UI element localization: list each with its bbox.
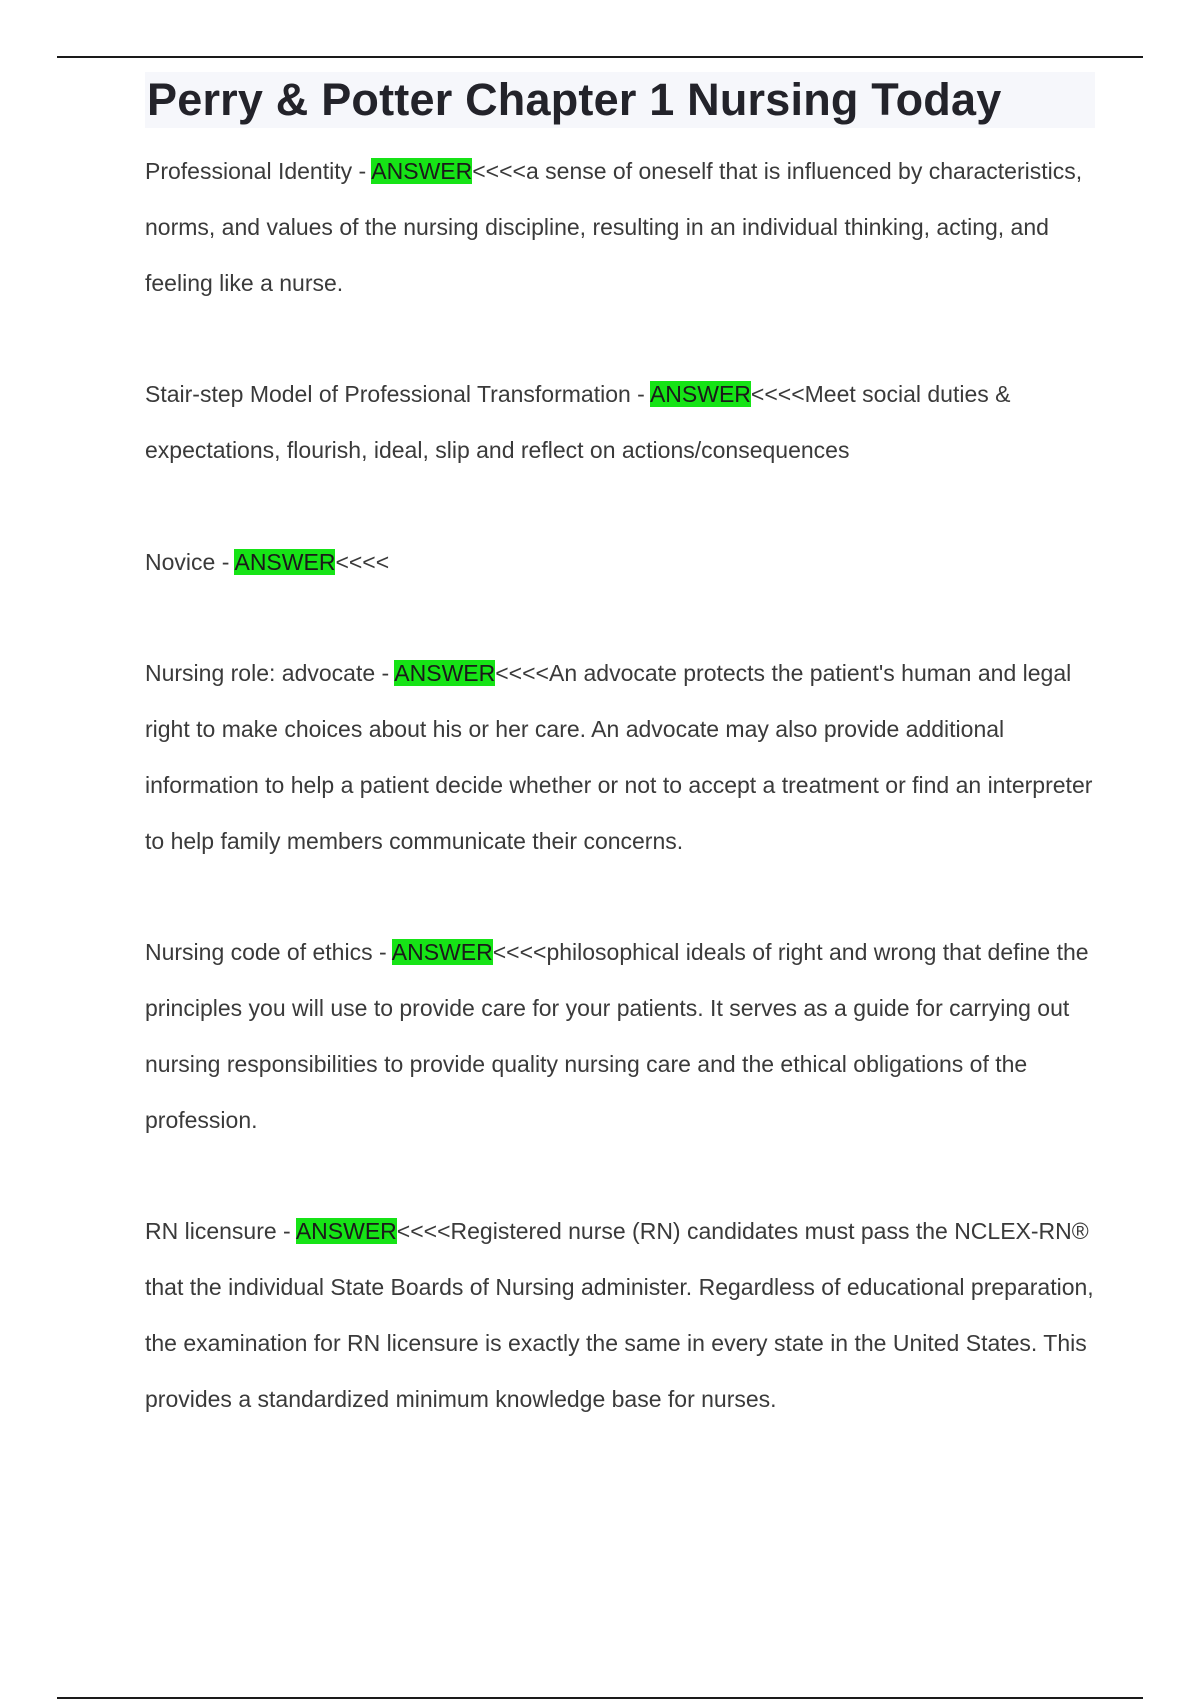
entry-term: Nursing role: advocate [145, 660, 376, 687]
answer-highlight: ANSWER [649, 381, 751, 408]
answer-highlight: ANSWER [295, 1218, 397, 1245]
entry-definition: Meet social duties & expectations, flourish, ideal, slip and reflect on actions/consequences [145, 381, 1011, 463]
entry: Professional Identity - ANSWER<<<<a sense of oneself that is influenced by characteristics, norms, and values of the nursing discipline, resulting in an individual thinking, acting, and feeling like a nurse. [145, 158, 1083, 296]
entry: Nursing code of ethics - ANSWER<<<<philosophical ideals of right and wrong that define the principles you will use to provide care for your patients. It serves as a guide for carrying out nursing responsibilities to provide quality nursing care and the ethical obligations of the profession. [145, 939, 1089, 1133]
entry-definition: Registered nurse (RN) candidates must pass the NCLEX-RN® that the individual State Boards of Nursing administer. Regardless of educational preparation, the examination for RN licensure is exactly the same in every state in the United States. This provides a standardized minimum knowledge base for nurses. [145, 1218, 1094, 1412]
entry-list [145, 144, 1095, 1427]
entry: Stair-step Model of Professional Transformation - ANSWER<<<<Meet social duties & expectations, flourish, ideal, slip and reflect on actions/consequences [145, 381, 1011, 463]
entry-definition: philosophical ideals of right and wrong that define the principles you will use to provide care for your patients. It serves as a guide for carrying out nursing responsibilities to provide quality nursing care and the ethical obligations of the profession. [145, 939, 1089, 1133]
entry-term: Stair-step Model of Professional Transformation [145, 381, 631, 408]
answer-marker: <<<< [495, 660, 549, 687]
entry-term: Novice [145, 548, 216, 575]
answer-marker: <<<< [396, 1218, 451, 1245]
answer-marker: <<<< [750, 381, 805, 408]
answer-marker: <<<< [472, 158, 526, 184]
entry-term: RN licensure [145, 1218, 277, 1245]
answer-highlight: ANSWER [371, 158, 473, 184]
answer-highlight: ANSWER [234, 548, 336, 575]
entry-definition: a sense of oneself that is influenced by characteristics, norms, and values of the nursing discipline, resulting in an individual thinking, acting, and feeling like a nurse. [145, 158, 1083, 296]
entry-definition: An advocate protects the patient's human and legal right to make choices about his or her care. An advocate may also provide additional information to help a patient decide whether or not to accept a treatment or find an interpreter to help family members communicate their concerns. [145, 660, 1093, 854]
bottom-divider [57, 1697, 1143, 1699]
entry: Novice - ANSWER<<<< [145, 548, 390, 575]
document-page [145, 72, 1095, 1483]
answer-marker: <<<< [492, 939, 547, 966]
top-divider [57, 56, 1143, 58]
entry: RN licensure - ANSWER<<<<Registered nurse (RN) candidates must pass the NCLEX-RN® that the individual State Boards of Nursing administer. Regardless of educational preparation, the examination for RN licensure is exactly the same in every state in the United States. This provides a standardized minimum knowledge base for nurses. [145, 1218, 1094, 1412]
entry-term: Professional Identity [145, 158, 353, 184]
answer-marker: <<<< [335, 548, 390, 575]
answer-highlight: ANSWER [391, 939, 493, 966]
document-title: Perry & Potter Chapter 1 Nursing Today [145, 72, 1095, 128]
entry-term: Nursing code of ethics [145, 939, 373, 966]
answer-highlight: ANSWER [394, 660, 496, 687]
entry: Nursing role: advocate - ANSWER<<<<An advocate protects the patient's human and legal right to make choices about his or her care. An advocate may also provide additional information to help a patient decide whether or not to accept a treatment or find an interpreter to help family members communicate their concerns. [145, 660, 1093, 854]
